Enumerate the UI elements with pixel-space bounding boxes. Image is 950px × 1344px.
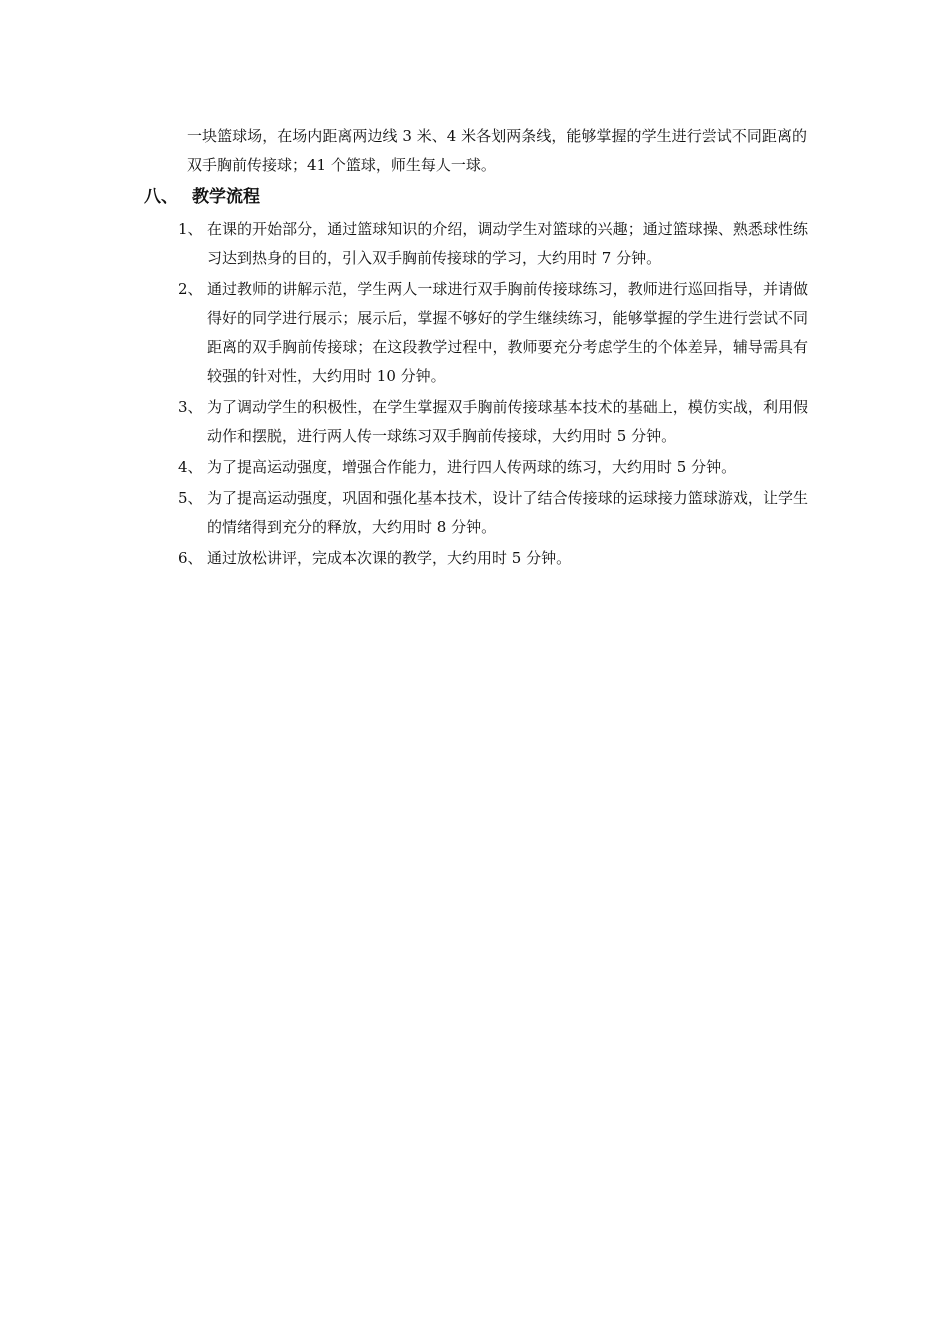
list-item-text: 为了提高运动强度，巩固和强化基本技术，设计了结合传接球的运球接力篮球游戏，让学生的情绪得到充分的释放，大约用时 8 分钟。 <box>207 489 808 536</box>
list-item <box>178 544 808 573</box>
list-item-text: 为了调动学生的积极性，在学生掌握双手胸前传接球基本技术的基础上，模仿实战，利用假动作和摆脱，进行两人传一球练习双手胸前传接球，大约用时 5 分钟。 <box>207 398 808 445</box>
list-item-text: 通过放松讲评，完成本次课的教学，大约用时 5 分钟。 <box>207 549 572 567</box>
list-item <box>178 215 808 273</box>
list-item <box>178 275 808 391</box>
list-item-text: 在课的开始部分，通过篮球知识的介绍，调动学生对篮球的兴趣；通过篮球操、熟悉球性练习达到热身的目的，引入双手胸前传接球的学习，大约用时 7 分钟。 <box>207 220 808 267</box>
list-marker: 1、 <box>178 220 203 238</box>
list-marker: 3、 <box>178 398 203 416</box>
list-item-text: 通过教师的讲解示范，学生两人一球进行双手胸前传接球练习，教师进行巡回指导，并请做得好的同学进行展示；展示后，掌握不够好的学生继续练习，能够掌握的学生进行尝试不同距离的双手胸前传接球；在这段教学过程中，教师要充分考虑学生的个体差异，辅导需具有较强的针对性，大约用时 10 分钟。 <box>207 280 808 385</box>
list-marker: 4、 <box>178 458 203 476</box>
continuation-paragraph: 一块篮球场，在场内距离两边线 3 米、4 米各划两条线，能够掌握的学生进行尝试不同距离的双手胸前传接球；41 个篮球，师生每人一球。 <box>187 127 807 174</box>
list-item <box>178 484 808 542</box>
section-title: 教学流程 <box>192 187 260 207</box>
list-item <box>178 393 808 451</box>
section-heading <box>144 184 260 210</box>
list-item-text: 为了提高运动强度，增强合作能力，进行四人传两球的练习，大约用时 5 分钟。 <box>207 458 737 476</box>
list-marker: 2、 <box>178 280 203 298</box>
teaching-flow-list <box>178 215 808 575</box>
section-number: 八、 <box>144 187 178 207</box>
list-marker: 6、 <box>178 549 203 567</box>
list-item <box>178 453 808 482</box>
list-marker: 5、 <box>178 489 203 507</box>
